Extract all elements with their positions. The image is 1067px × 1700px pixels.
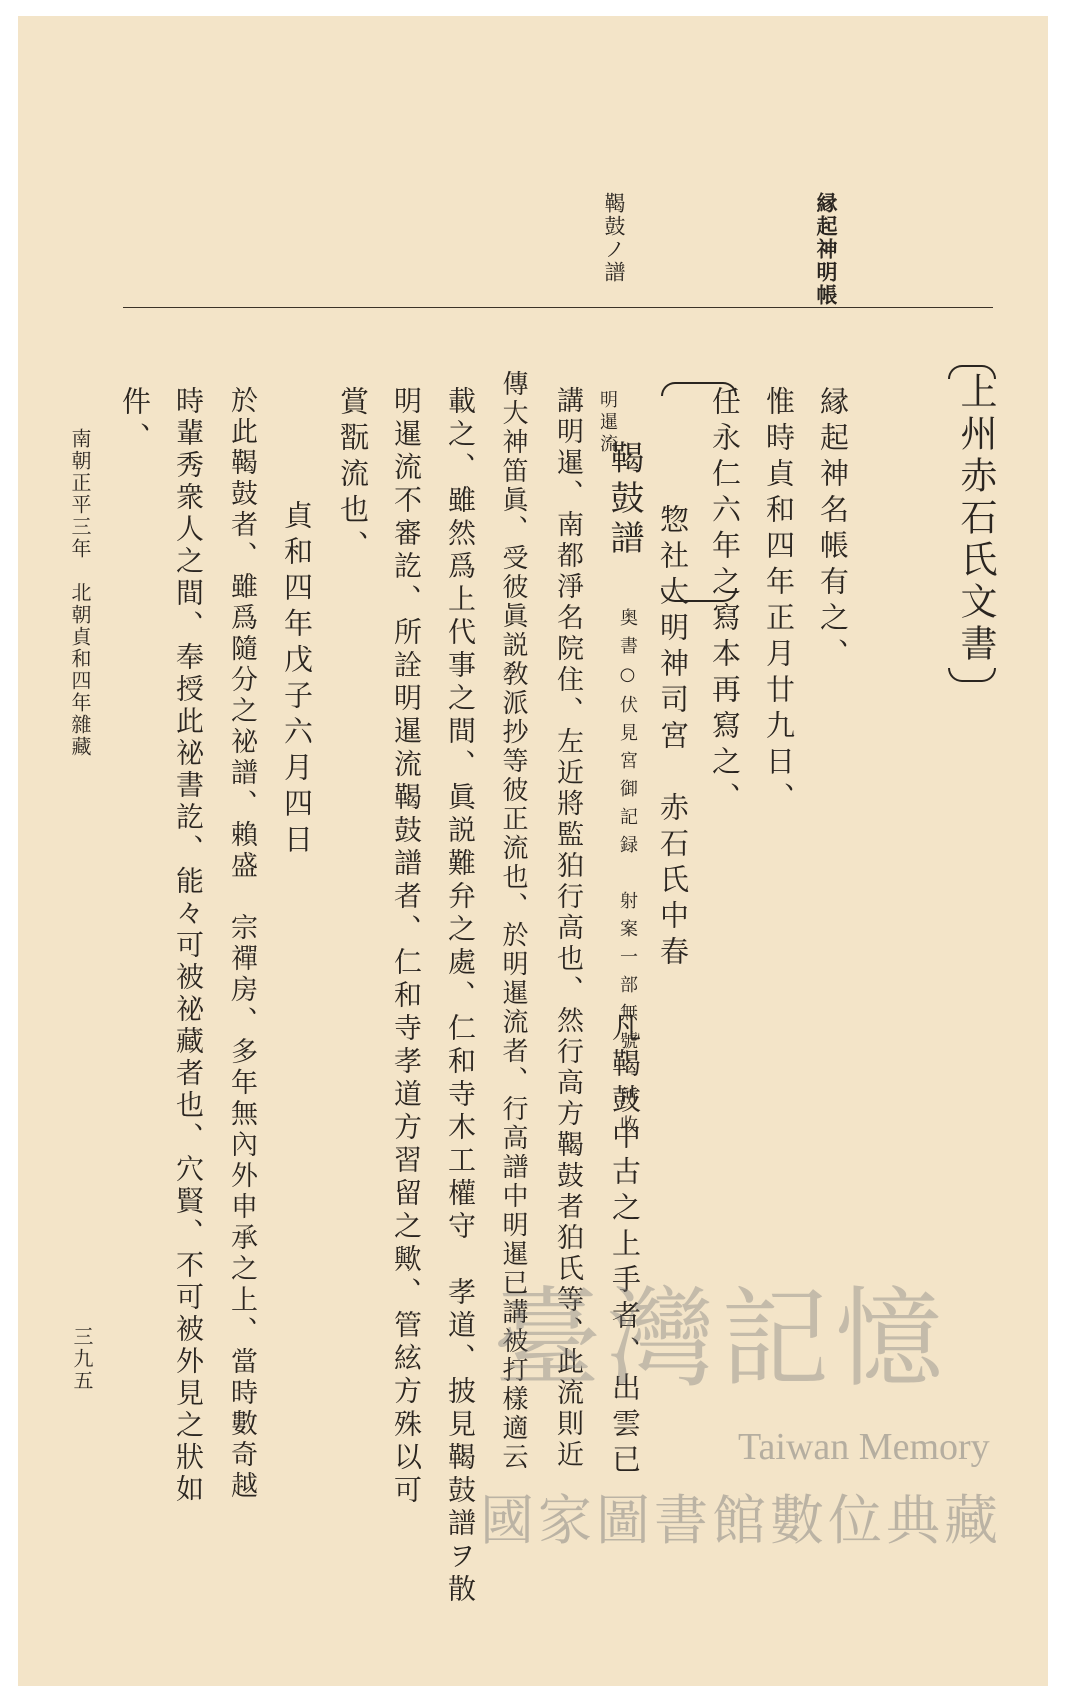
watermark-org: 國家圖書館數位典藏 (480, 1489, 1002, 1552)
doc2-title-prefix: 明暹流 (597, 390, 618, 456)
doc1-line-4: 惣社大明神司宮 赤石氏中春 (656, 504, 690, 972)
page-number: 三九五 (70, 1326, 94, 1392)
doc2-source-note: 奥書○伏見宮御記録 射案一部無號 所收 (617, 608, 638, 1143)
doc2-colophon-2: 時輩秀衆人之間、奉授此祕書訖、能々可被祕藏者也、穴賢、不可被外見之狀如 (172, 386, 205, 1506)
watermark-logo: 臺灣記憶 (493, 1277, 950, 1402)
doc2-bracket-bottom (661, 588, 737, 602)
doc1-line-2: 惟時貞和四年正月廿九日、 (762, 386, 796, 818)
doc2-title: 鞨鼓譜 (604, 440, 644, 560)
doc1-line-1: 縁起神名帳有之、 (816, 386, 850, 674)
doc2-bracket-top (661, 382, 737, 396)
doc2-line-5: 明暹流不審訖、所詮明暹流鞨鼓譜者、仁和寺孝道方習留之歟、管絃方殊以可 (390, 386, 423, 1508)
running-title: 南朝正平三年 北朝貞和四年雜藏 (68, 428, 92, 758)
doc2-line-3: 傳大神笛眞、受彼眞説敎派抄等彼正流也、於明暹流者、行高譜中明暹已講被打樣適云 (498, 370, 528, 1472)
doc2-line-1: 凡鞨鼓中古之上手者、出雲已 (608, 1012, 642, 1480)
section-title: 縁起神明帳 (814, 192, 839, 307)
document-page (18, 16, 1048, 1686)
header-divider (123, 307, 993, 308)
subsection-title: 鞨鼓ノ譜 (602, 192, 626, 284)
doc2-date: 貞和四年戊子六月四日 (280, 500, 314, 860)
doc2-colophon-1: 於此鞨鼓者、雖爲隨分之祕譜、賴盛 宗禪房、多年無內外申承之上、當時數奇越 (226, 386, 257, 1502)
doc1-line-3: 任永仁六年之寫本再寫之、 (708, 386, 742, 818)
doc2-line-2: 講明暹、南都淨名院住、左近將監狛行高也、然行高方鞨鼓者狛氏等、此流則近 (552, 386, 583, 1471)
doc1-title: 上州赤石氏文書 (954, 372, 997, 666)
doc2-colophon-3: 件、 (118, 386, 152, 458)
doc2-line-6: 賞翫流也、 (336, 386, 370, 566)
watermark-english: Taiwan Memory (738, 1426, 990, 1468)
doc2-line-4: 載之、雖然爲上代事之間、眞説難弁之處、仁和寺木工權守 孝道、披見鞨鼓譜ヲ散 (444, 386, 477, 1607)
title-bracket-bottom (948, 668, 996, 682)
